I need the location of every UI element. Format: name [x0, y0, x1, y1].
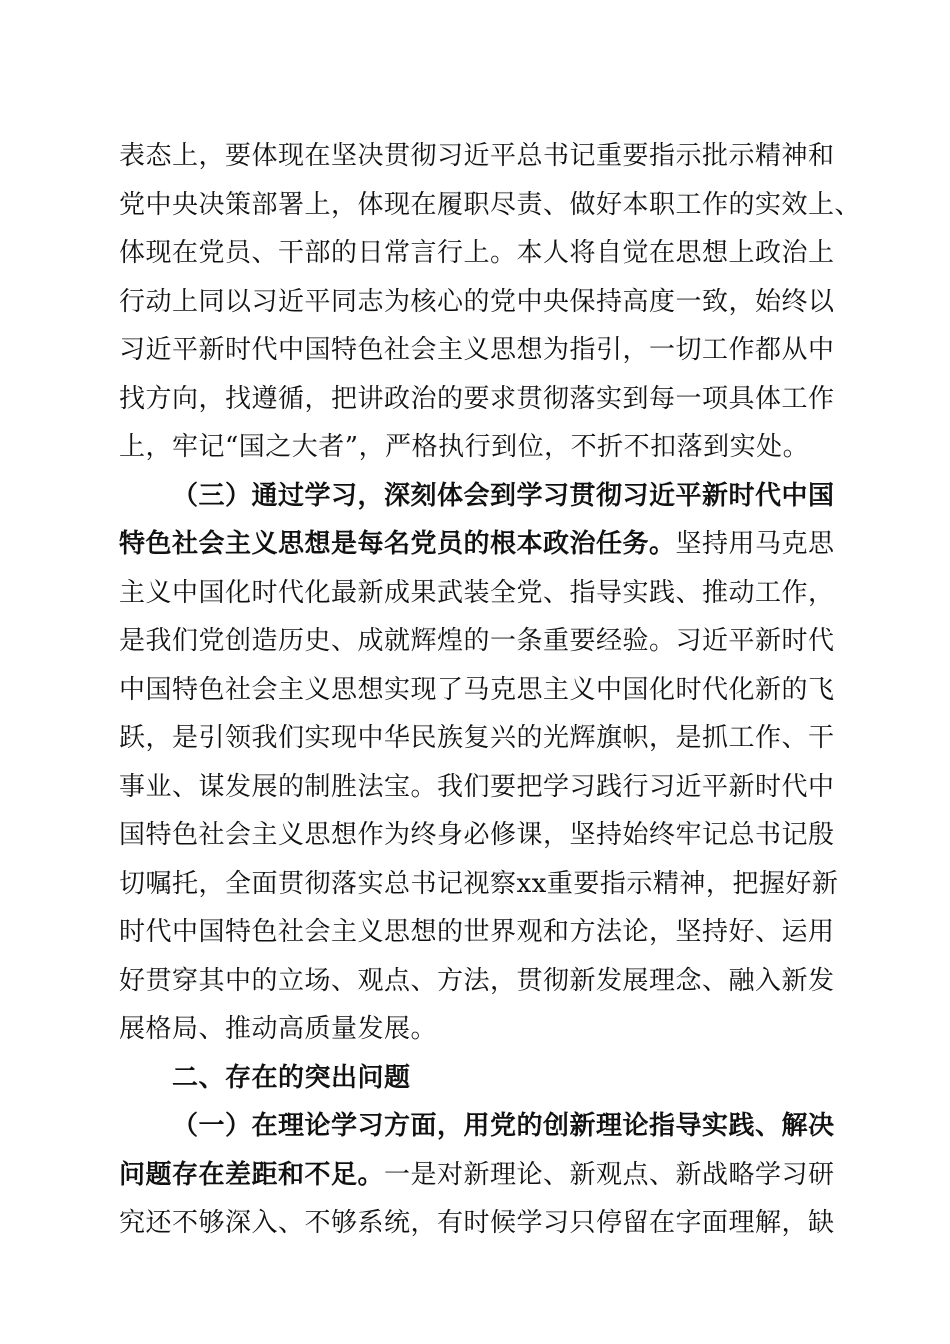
subsection-heading-3-continuation — [119, 523, 835, 565]
body-text-line: 好贯穿其中的立场、观点、方法，贯彻新发展理念、融入新发 — [119, 966, 835, 996]
body-text-line: 展格局、推动高质量发展。 — [119, 1014, 438, 1044]
body-text: 一是对新理论、新观点、新战略学习研 — [384, 1160, 835, 1190]
body-text-line: 中国特色社会主义思想实现了马克思主义中国化时代化新的飞 — [119, 675, 835, 705]
body-text-line: 行动上同以习近平同志为核心的党中央保持高度一致，始终以 — [119, 287, 835, 317]
body-text-line: 习近平新时代中国特色社会主义思想为指引，一切工作都从中 — [119, 335, 835, 365]
body-text-line: 党中央决策部署上，体现在履职尽责、做好本职工作的实效上、 — [119, 190, 862, 220]
body-text-line: 是我们党创造历史、成就辉煌的一条重要经验。习近平新时代 — [119, 626, 835, 656]
body-text: 坚持用马克思 — [675, 529, 835, 559]
body-text-line: 体现在党员、干部的日常言行上。本人将自觉在思想上政治上 — [119, 238, 835, 268]
bold-heading-text: 问题存在差距和不足。 — [119, 1160, 385, 1190]
subsection-heading-3: （三）通过学习，深刻体会到学习贯彻习近平新时代中国 — [172, 481, 835, 511]
bold-heading-text: 特色社会主义思想是每名党员的根本政治任务。 — [119, 529, 676, 559]
body-text-line: 究还不够深入、不够系统，有时候学习只停留在字面理解，缺 — [119, 1208, 835, 1238]
body-text-line: 切嘱托，全面贯彻落实总书记视察xx重要指示精神，把握好新 — [119, 869, 839, 899]
body-text-line: 事业、谋发展的制胜法宝。我们要把学习践行习近平新时代中 — [119, 772, 835, 802]
body-text-line: 上，牢记“国之大者”，严格执行到位，不折不扣落到实处。 — [119, 432, 810, 462]
body-text-line: 主义中国化时代化最新成果武装全党、指导实践、推动工作， — [119, 578, 835, 608]
section-heading-2: 二、存在的突出问题 — [172, 1063, 411, 1093]
body-text-line: 找方向，找遵循，把讲政治的要求贯彻落实到每一项具体工作 — [119, 384, 835, 414]
body-text-line: 国特色社会主义思想作为终身必修课，坚持始终牢记总书记殷 — [119, 820, 835, 850]
body-text-line: 表态上，要体现在坚决贯彻习近平总书记重要指示批示精神和 — [119, 141, 835, 171]
subsection-heading-1: （一）在理论学习方面，用党的创新理论指导实践、解决 — [172, 1111, 835, 1141]
subsection-heading-1-continuation — [119, 1154, 835, 1196]
body-text-line: 跃，是引领我们实现中华民族复兴的光辉旗帜，是抓工作、干 — [119, 723, 835, 753]
body-text-line: 时代中国特色社会主义思想的世界观和方法论，坚持好、运用 — [119, 917, 835, 947]
